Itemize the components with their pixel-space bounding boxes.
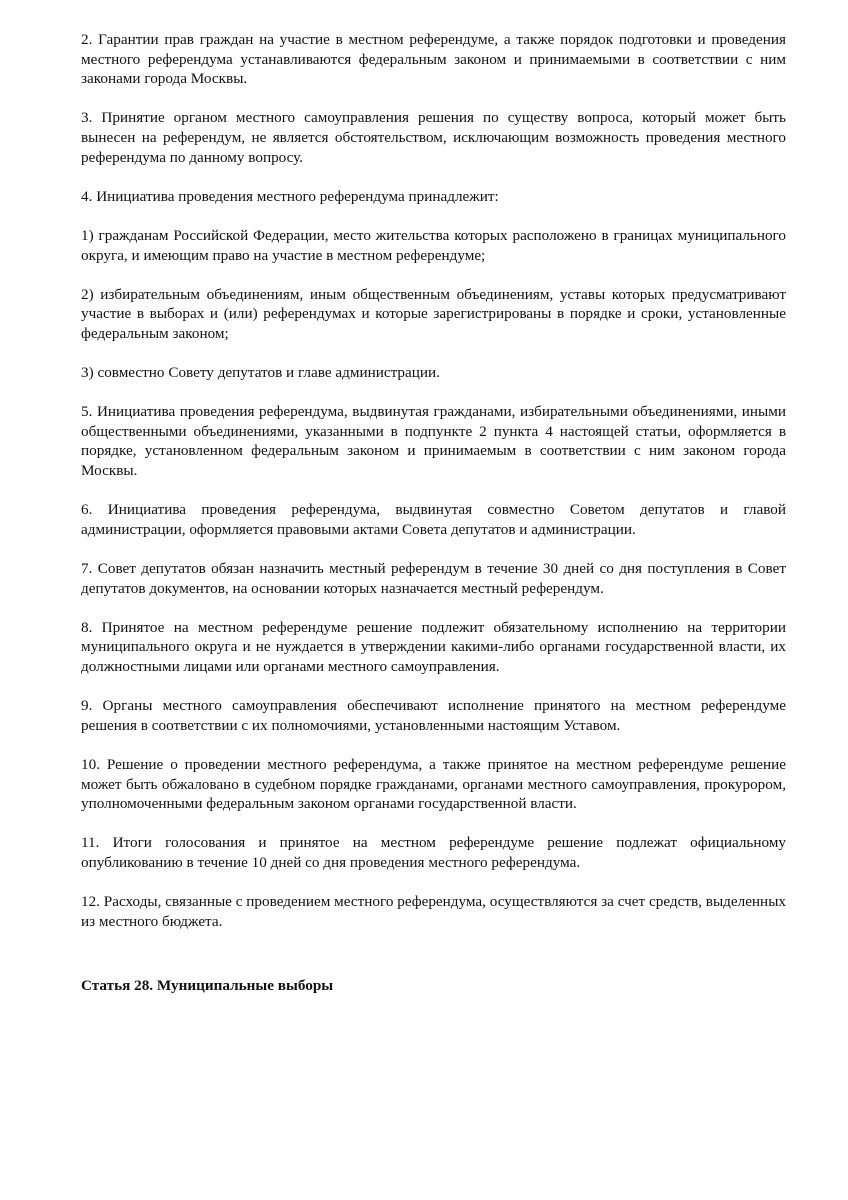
paragraph-10: 10. Решение о проведении местного референдума, а также принятое на местном референдуме решение может быть обжаловано в судебном порядке гражданами, органами местного самоуправления, прокурором, уполномоченными федеральным законом органами государственной власти. [81,755,786,813]
paragraph-5: 5. Инициатива проведения референдума, выдвинутая гражданами, избирательными объединениями, иными общественными объединениями, указанными в подпункте 2 пункта 4 настоящей статьи, оформляется в порядке, установленном федеральным законом и принимаемым в соответствии с ним законом города Москвы. [81,403,786,480]
paragraph-11: 11. Итоги голосования и принятое на местном референдуме решение подлежат официальному опубликованию в течение 10 дней со дня проведения местного референдума. [81,834,786,871]
paragraph-8: 8. Принятое на местном референдуме решение подлежит обязательному исполнению на территории муниципального округа и не нуждается в утверждении какими-либо органами государственной власти, их должностными лицами или органами местного самоуправления. [81,618,786,675]
paragraph-4: 4. Инициатива проведения местного референдума принадлежит: [81,187,499,205]
paragraph-12: 12. Расходы, связанные с проведением местного референдума, осуществляются за счет средств, выделенных из местного бюджета. [81,893,786,930]
paragraph-9: 9. Органы местного самоуправления обеспечивают исполнение принятого на местном референдуме решения в соответствии с их полномочиями, установленными настоящим Уставом. [81,697,786,734]
paragraph-2: 2. Гарантии прав граждан на участие в местном референдуме, а также порядок подготовки и проведения местного референдума устанавливаются федеральным законом и принимаемыми в соответствии с ним законами города Москвы. [81,31,786,88]
article-heading: Статья 28. Муниципальные выборы [81,977,334,995]
paragraph-4-item-3: 3) совместно Совету депутатов и главе администрации. [81,364,440,382]
paragraph-7: 7. Совет депутатов обязан назначить местный референдум в течение 30 дней со дня поступления в Совет депутатов документов, на основании которых назначается местный референдум. [81,560,786,597]
document-page [81,30,786,996]
paragraph-4-item-1: 1) гражданам Российской Федерации, место жительства которых расположено в границах муниципального округа, и имеющим право на участие в местном референдуме; [81,226,786,264]
paragraph-3: 3. Принятие органом местного самоуправления решения по существу вопроса, который может быть вынесен на референдум, не является обстоятельством, исключающим возможность проведения местного референдума по данному вопросу. [81,109,786,166]
paragraph-6: 6. Инициатива проведения референдума, выдвинутая совместно Советом депутатов и главой администрации, оформляется правовыми актами Совета депутатов и администрации. [81,501,786,538]
paragraph-4-item-2: 2) избирательным объединениям, иным общественным объединениям, уставы которых предусматривают участие в выборах и (или) референдумах и которые зарегистрированы в порядке и сроки, установленные федеральным законом; [81,285,786,342]
